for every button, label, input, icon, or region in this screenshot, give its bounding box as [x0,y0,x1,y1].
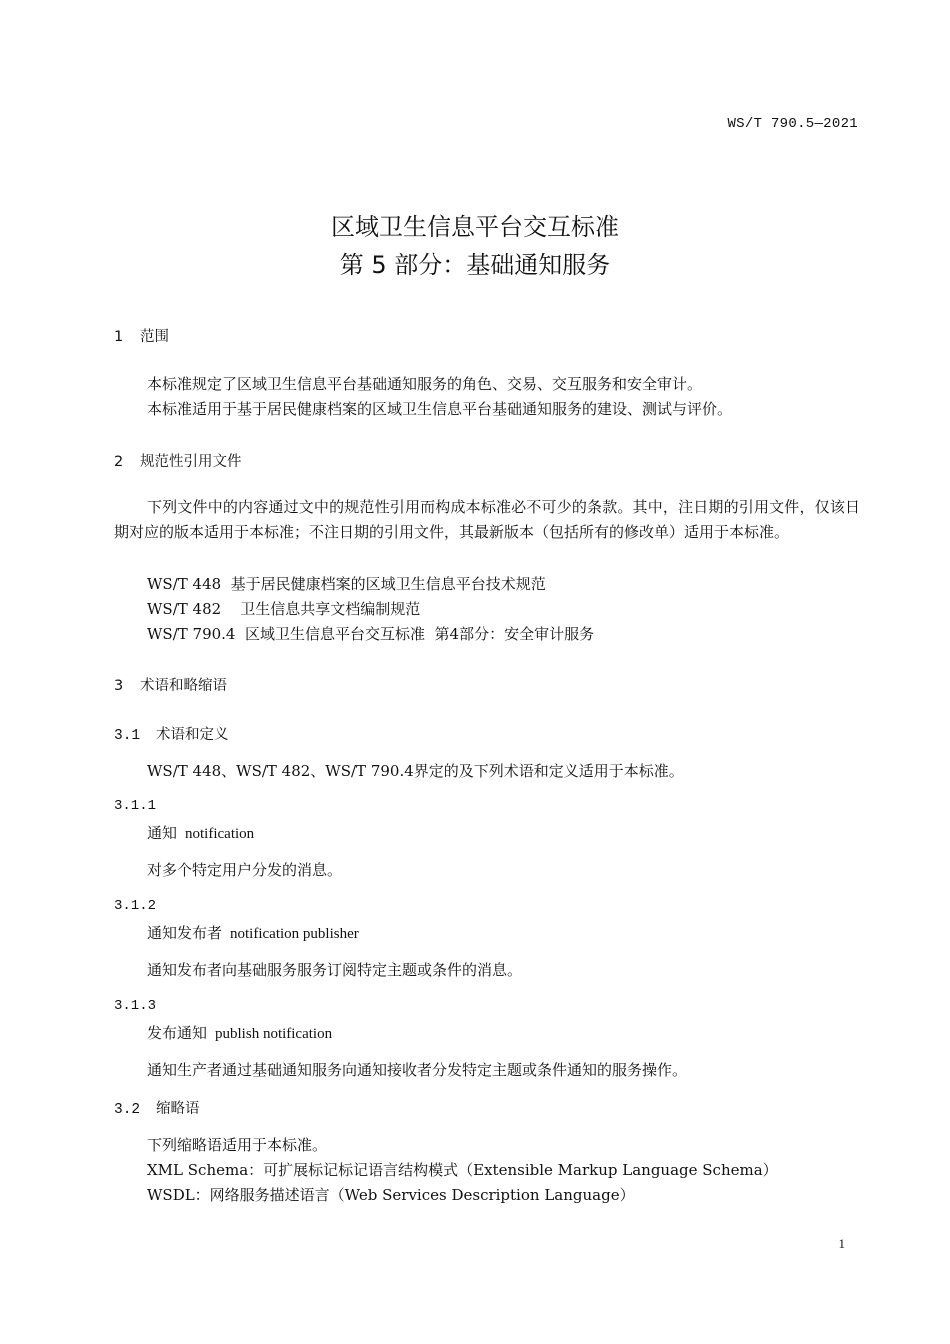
section-number: 3 [114,678,124,694]
term-chinese: 通知 [147,824,178,842]
document-title: 区域卫生信息平台交互标准 [331,213,619,241]
term-chinese: 通知发布者 [147,924,223,942]
term-definition: 对多个特定用户分发的消息。 [147,861,343,879]
subsection-title: 术语和定义 [156,727,229,743]
page-number: 1 [838,1236,845,1251]
scope-paragraph: 本标准适用于基于居民健康档案的区域卫生信息平台基础通知服务的建设、测试与评价。 [147,400,733,418]
subsection-title: 缩略语 [156,1101,200,1117]
section-heading-terms [114,674,227,695]
references-intro-paragraph: 下列文件中的内容通过文中的规范性引用而构成本标准必不可少的条款。其中，注日期的引用文件，仅该日期对应的版本适用于本标准；不注日期的引用文件，其最新版本（包括所有的修改单）适用于本标准。 [114,498,860,541]
reference-item: WS/T 448 基于居民健康档案的区域卫生信息平台技术规范 [147,575,546,593]
standard-number: WS/T 790.5—2021 [727,116,858,132]
term-entry [147,822,254,843]
term-number: 3.1.1 [114,798,157,814]
reference-item: WS/T 790.4 区域卫生信息平台交互标准 第4部分：安全审计服务 [147,625,595,643]
term-definition: 通知发布者向基础服务服务订阅特定主题或条件的消息。 [147,961,523,979]
abbreviations-intro: 下列缩略语适用于本标准。 [147,1136,328,1154]
reference-item: WS/T 482 卫生信息共享文档编制规范 [147,600,421,618]
term-definition: 通知生产者通过基础通知服务向通知接收者分发特定主题或条件通知的服务操作。 [147,1061,688,1079]
section-title: 范围 [140,329,169,345]
terms-intro: WS/T 448、WS/T 482、WS/T 790.4界定的及下列术语和定义适用于本标准。 [147,762,684,780]
abbreviation-item: XML Schema：可扩展标记标记语言结构模式（Extensible Markup Language Schema） [147,1161,778,1179]
term-number: 3.1.2 [114,898,157,914]
abbreviation-item: WSDL：网络服务描述语言（Web Services Description Language） [147,1186,635,1204]
term-english: publish notification [215,1026,333,1042]
section-number: 2 [114,454,124,470]
term-english: notification publisher [230,926,359,942]
subsection-heading-terms-definitions [114,723,229,744]
section-title: 术语和略缩语 [140,678,227,694]
subsection-number: 3.1 [114,728,141,744]
term-entry [147,922,359,943]
subsection-number: 3.2 [114,1102,141,1118]
term-english: notification [185,826,255,842]
section-heading-references [114,450,242,471]
term-chinese: 发布通知 [147,1024,208,1042]
section-title: 规范性引用文件 [140,454,242,470]
term-number: 3.1.3 [114,998,157,1014]
scope-paragraph: 本标准规定了区域卫生信息平台基础通知服务的角色、交易、交互服务和安全审计。 [147,375,703,393]
document-subtitle: 第 5 部分：基础通知服务 [339,251,611,279]
section-number: 1 [114,329,124,345]
subsection-heading-abbreviations [114,1097,200,1118]
section-heading-scope [114,325,169,346]
term-entry [147,1022,332,1043]
